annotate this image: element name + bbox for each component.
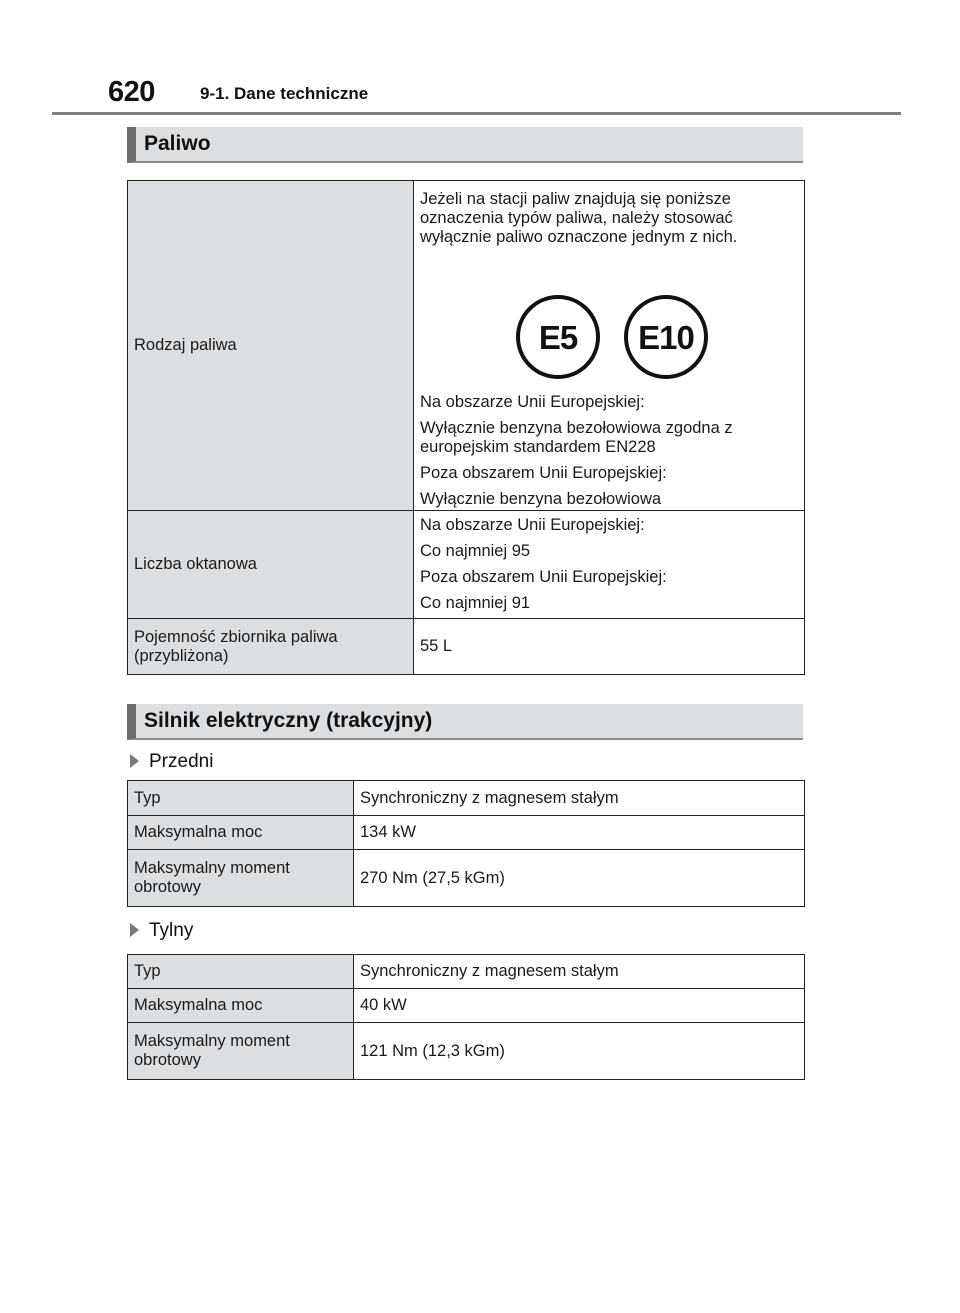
fuel-intro-text: Jeżeli na stacji paliw znajdują się poniższe oznaczenia typów paliwa, należy stosować wyłącznie paliwo oznaczone jednym z nich.: [420, 190, 738, 246]
fuel-type-badges: [420, 295, 794, 379]
value-line: Na obszarze Unii Europejskiej:: [420, 393, 645, 411]
triangle-bullet-icon: [130, 754, 139, 768]
rear-motor-table: [127, 954, 805, 1080]
section-title: Silnik elektryczny (trakcyjny): [144, 709, 433, 732]
table-row: [128, 989, 805, 1023]
value-line: Wyłącznie benzyna bezołowiowa zgodna z europejskim standardem EN228: [420, 419, 733, 456]
table-row: [128, 511, 805, 619]
value-line: Poza obszarem Unii Europejskiej:: [420, 464, 667, 482]
page-number: 620: [108, 76, 155, 108]
value-line: Co najmniej 91: [420, 594, 531, 612]
row-value: Synchroniczny z magnesem stałym: [354, 781, 805, 816]
subsection-rear: [130, 920, 193, 942]
triangle-bullet-icon: [130, 923, 139, 937]
row-label: Liczba oktanowa: [128, 511, 414, 619]
row-value: [414, 511, 805, 619]
table-row: [128, 619, 805, 675]
table-row: [128, 816, 805, 850]
section-heading-fuel: [127, 127, 803, 163]
row-label: Maksymalna moc: [128, 989, 354, 1023]
row-label: Typ: [128, 955, 354, 989]
subsection-front: [130, 751, 213, 773]
value-line: Co najmniej 95: [420, 542, 531, 560]
header-divider: [52, 112, 901, 115]
table-row: [128, 781, 805, 816]
row-value: 270 Nm (27,5 kGm): [354, 850, 805, 907]
table-row: [128, 181, 805, 511]
row-value: 55 L: [414, 619, 805, 675]
fuel-table: [127, 180, 805, 675]
value-line: Wyłącznie benzyna bezołowiowa: [420, 490, 662, 508]
table-row: [128, 955, 805, 989]
value-line: Na obszarze Unii Europejskiej:: [420, 516, 645, 534]
table-row: [128, 1023, 805, 1080]
row-label: Rodzaj paliwa: [128, 181, 414, 511]
front-motor-table: [127, 780, 805, 907]
subsection-title: Tylny: [149, 920, 194, 941]
section-heading-electric-motor: [127, 704, 803, 740]
e10-fuel-label-icon: E10: [624, 295, 708, 379]
row-label: Maksymalny moment obrotowy: [128, 1023, 354, 1080]
row-value: 134 kW: [354, 816, 805, 850]
table-row: [128, 850, 805, 907]
row-value: 121 Nm (12,3 kGm): [354, 1023, 805, 1080]
value-line: Poza obszarem Unii Europejskiej:: [420, 568, 667, 586]
row-label: Maksymalna moc: [128, 816, 354, 850]
row-label: Maksymalny moment obrotowy: [128, 850, 354, 907]
chapter-title: 9-1. Dane techniczne: [200, 84, 369, 103]
row-value: Synchroniczny z magnesem stałym: [354, 955, 805, 989]
row-label: Pojemność zbiornika paliwa (przybliżona): [128, 619, 414, 675]
row-value: [414, 181, 805, 511]
section-title: Paliwo: [144, 132, 211, 155]
e5-fuel-label-icon: E5: [516, 295, 600, 379]
row-value: 40 kW: [354, 989, 805, 1023]
subsection-title: Przedni: [149, 751, 214, 772]
row-label: Typ: [128, 781, 354, 816]
